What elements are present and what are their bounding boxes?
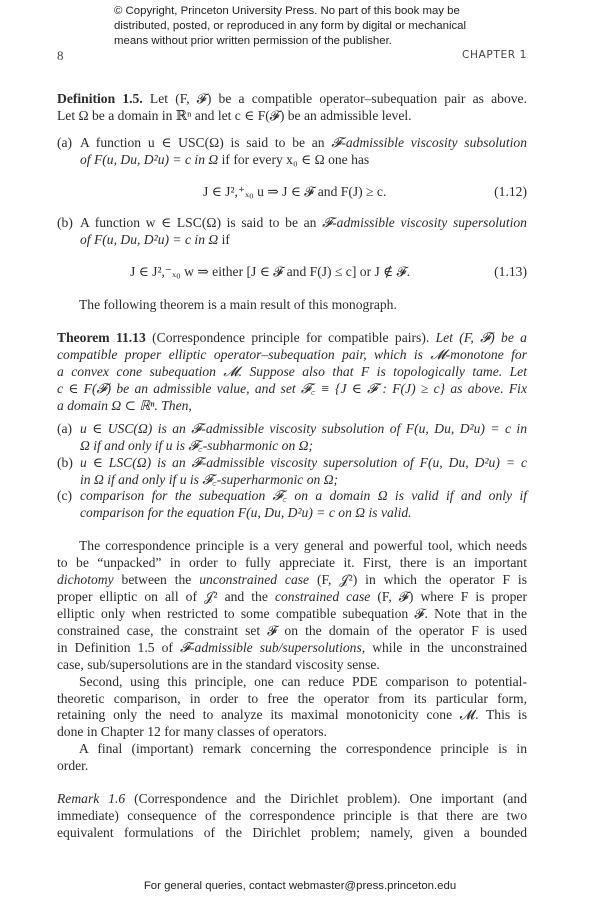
equation-1-12: J ∈ J²,⁺ₓ₀ u ⇒ J ∈ 𝓕 and F(J) ≥ c. — [203, 184, 387, 199]
text: A function w ∈ LSC(Ω) is said to be an — [80, 215, 323, 230]
remark-line: immediate) consequence of the correspondence principle is that there are two — [57, 808, 527, 823]
theorem-line: a convex cone subequation 𝓜. Suppose also that F is topologically tame. Let — [57, 364, 527, 379]
paragraph-line: elliptic only when restricted to some compatible subequation 𝓕. Note that in the — [57, 606, 527, 621]
copyright-line: means without prior written permission of the publisher. — [114, 35, 392, 48]
paragraph-line — [57, 571, 527, 588]
text: (Correspondence and the Dirichlet problem). One important (and — [125, 791, 527, 806]
text: if for every x₀ ∈ Ω one has — [218, 152, 370, 167]
emphasis: 𝓕-admissible viscosity subsolution — [331, 135, 527, 150]
item-marker: (a) — [57, 135, 73, 150]
paragraph-line: Second, using this principle, one can reduce PDE comparison to potential- — [79, 674, 527, 689]
theorem-label: Theorem 11.13 — [57, 330, 146, 345]
paragraph-line: case, sub/supersolutions are in the standard viscosity sense. — [57, 657, 380, 672]
theorem-line: compatible proper elliptic operator–subequation pair, which is 𝓜-monotone for — [57, 347, 527, 362]
definition-item-b — [80, 214, 527, 231]
footer-contact: For general queries, contact webmaster@press.princeton.edu — [143, 880, 457, 892]
emphasis: unconstrained case — [199, 572, 310, 587]
emphasis: 𝓕-admissible sub/supersolutions — [180, 640, 362, 655]
paragraph-line: A final (important) remark concerning the correspondence principle is in — [79, 741, 527, 756]
theorem-item-a-cont: Ω if and only if u is 𝓕꜀-subharmonic on Ω; — [80, 438, 314, 453]
copyright-line: distributed, posted, or reproduced in any form by digital or mechanical — [114, 20, 467, 33]
emphasis: Let (F, 𝓕) be a — [429, 330, 527, 345]
equation-number: (1.12) — [494, 184, 527, 199]
paragraph-line: done in Chapter 12 for many classes of operators. — [57, 724, 327, 739]
paragraph-line: theoretic comparison, in order to free the operator from its particular form, — [57, 691, 527, 706]
definition-item-a-cont — [80, 151, 527, 168]
text: (F, 𝓕) where F is proper — [370, 589, 527, 604]
text: (F, 𝒥²) in which the operator F is — [309, 572, 527, 587]
item-marker: (b) — [57, 215, 73, 230]
item-marker: (a) — [57, 421, 73, 436]
emphasis: constrained case — [274, 589, 371, 604]
text: , while in the unconstrained — [361, 640, 527, 655]
theorem-line: c ∈ F(𝓕) be an admissible value, and set 𝓕꜀ ≡ {J ∈ 𝓕 : F(J) ≥ c} as above. Fix — [57, 381, 527, 396]
theorem-item-a: u ∈ USC(Ω) is an 𝓕-admissible viscosity subsolution of F(u, Du, D²u) = c in — [80, 421, 527, 436]
emphasis: of F(u, Du, D²u) = c in Ω — [80, 152, 219, 167]
theorem-item-c-cont: comparison for the equation F(u, Du, D²u) = c on Ω is valid. — [80, 505, 412, 520]
copyright-line: © Copyright, Princeton University Press. No part of this book may be — [114, 5, 460, 17]
definition-line — [57, 90, 527, 107]
paragraph-line: The correspondence principle is a very general and powerful tool, which needs — [79, 538, 527, 553]
text: A function u ∈ USC(Ω) is said to be an — [80, 135, 332, 150]
theorem-line: a domain Ω ⊂ ℝⁿ. Then, — [57, 398, 192, 413]
remark-line — [57, 790, 527, 807]
emphasis: dichotomy — [57, 572, 114, 587]
theorem-item-b-cont: in Ω if and only if u is 𝓕꜀-superharmonic on Ω; — [80, 472, 339, 487]
paragraph-line — [57, 588, 527, 605]
theorem-item-b: u ∈ LSC(Ω) is an 𝓕-admissible viscosity supersolution of F(u, Du, D²u) = c — [80, 455, 527, 470]
emphasis: of F(u, Du, D²u) = c in Ω — [80, 232, 219, 247]
equation-number: (1.13) — [494, 264, 527, 279]
text: if — [218, 232, 230, 247]
paragraph-line: retaining only the need to analyze its maximal monotonicity cone 𝓜. This is — [57, 707, 527, 722]
theorem-item-c: comparison for the subequation 𝓕꜀ on a domain Ω is valid if and only if — [80, 488, 527, 503]
item-marker: (b) — [57, 455, 73, 470]
definition-item-b-cont — [80, 231, 527, 248]
paragraph-line: order. — [57, 758, 89, 773]
remark-line: equivalent formulations of the Dirichlet problem; namely, given a bounded — [57, 825, 527, 840]
definition-line: Let Ω be a domain in ℝⁿ and let c ∈ F(𝓕) be an admissible level. — [57, 108, 412, 123]
text: between the — [113, 572, 200, 587]
theorem-line — [57, 329, 527, 346]
remark-label: Remark 1.6 — [57, 791, 126, 806]
paragraph-line — [57, 639, 527, 656]
emphasis: 𝓕-admissible viscosity supersolution — [322, 215, 527, 230]
text: in Definition 1.5 of — [57, 640, 180, 655]
definition-text: Let (F, 𝓕) be a compatible operator–subequation pair as above. — [149, 91, 527, 106]
text: proper elliptic on all of 𝒥² and the — [57, 589, 275, 604]
page-number: 8 — [57, 48, 64, 63]
definition-item-a — [80, 134, 527, 151]
item-marker: (c) — [57, 488, 73, 503]
paragraph-line: constrained case, the constraint set 𝓕 on the domain of the operator F is used — [57, 623, 527, 638]
equation-1-13: J ∈ J²,⁻ₓ₀ w ⇒ either [J ∈ 𝓕 and F(J) ≤ c] or J ∉ 𝓕. — [130, 264, 411, 279]
theorem-title: (Correspondence principle for compatible pairs). — [145, 330, 430, 345]
definition-label: Definition 1.5. — [57, 91, 143, 106]
intro-sentence: The following theorem is a main result of this monograph. — [79, 297, 397, 312]
copyright-notice — [114, 4, 494, 50]
running-head — [57, 48, 527, 64]
chapter-label: CHAPTER 1 — [461, 49, 527, 61]
paragraph-line: to be “unpacked” in order to fully appreciate it. First, there is an important — [57, 555, 527, 570]
